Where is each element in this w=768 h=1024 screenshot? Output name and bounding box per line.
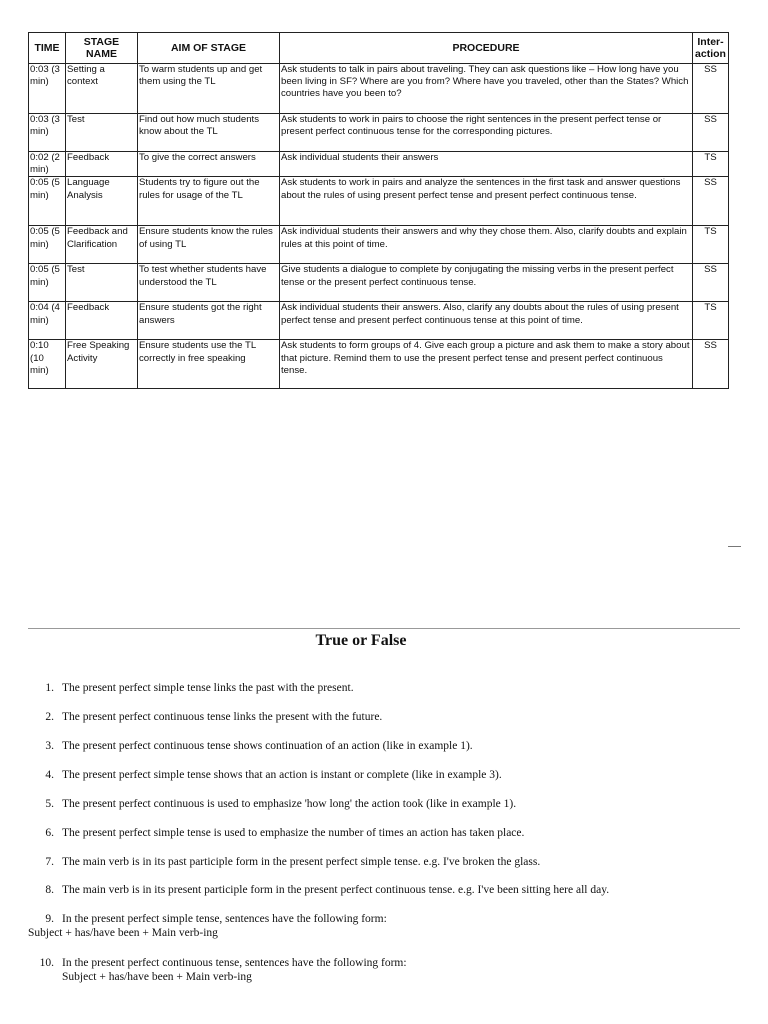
header-stage-name: STAGE NAME	[66, 33, 138, 64]
cell-time: 0:02 (2 min)	[29, 152, 66, 177]
cell-aim: Find out how much students know about the TL	[138, 114, 280, 152]
cell-interaction: TS	[693, 226, 729, 264]
cell-interaction: SS	[693, 177, 729, 226]
cell-time: 0:03 (3 min)	[29, 114, 66, 152]
item-number: 7.	[45, 856, 54, 868]
item-text: The present perfect simple tense shows that an action is instant or complete (like in example 3).	[62, 769, 502, 781]
cell-interaction: TS	[693, 302, 729, 340]
cell-time: 0:05 (5 min)	[29, 264, 66, 302]
table-row	[29, 264, 729, 302]
table-row	[29, 152, 729, 177]
cell-interaction: SS	[693, 340, 729, 389]
section-divider	[28, 628, 740, 629]
cell-procedure: Ask students to form groups of 4. Give each group a picture and ask them to make a story about that picture. Remind them to use the present perfect tense and present perfect continuous tense.	[280, 340, 693, 389]
header-procedure: PROCEDURE	[280, 33, 693, 64]
cell-aim: Students try to figure out the rules for usage of the TL	[138, 177, 280, 226]
table-row	[29, 177, 729, 226]
cell-interaction: SS	[693, 114, 729, 152]
item-text: The present perfect continuous is used to emphasize 'how long' the action took (like in example 1).	[62, 798, 517, 810]
cell-stage: Feedback	[66, 152, 138, 177]
item-text: The present perfect continuous tense links the present with the future.	[62, 711, 383, 723]
item-text: In the present perfect simple tense, sentences have the following form:	[62, 913, 387, 925]
item-number: 5.	[45, 798, 54, 810]
cell-time: 0:03 (3 min)	[29, 64, 66, 114]
cell-aim: Ensure students use the TL correctly in free speaking	[138, 340, 280, 389]
item-text: The main verb is in its present participle form in the present perfect continuous tense. e.g. I've been sitting here all day.	[62, 884, 610, 896]
cell-stage: Feedback and Clarification	[66, 226, 138, 264]
item-text: The present perfect simple tense links the past with the present.	[62, 682, 354, 694]
item-number: 4.	[45, 769, 54, 781]
cell-time: 0:05 (5 min)	[29, 226, 66, 264]
table-header-row	[29, 33, 729, 64]
item-number: 2.	[45, 711, 54, 723]
cell-stage: Test	[66, 114, 138, 152]
item-text: The present perfect continuous tense shows continuation of an action (like in example 1).	[62, 740, 473, 752]
item-number: 3.	[45, 740, 54, 752]
item-number: 10.	[39, 957, 54, 969]
item-number: 1.	[45, 682, 54, 694]
cell-aim: To warm students up and get them using the TL	[138, 64, 280, 114]
cell-interaction: TS	[693, 152, 729, 177]
true-false-title: True or False	[315, 632, 407, 649]
cell-procedure: Give students a dialogue to complete by conjugating the missing verbs in the present perfect tense or the present perfect continuous tense.	[280, 264, 693, 302]
cell-procedure: Ask individual students their answers and why they chose them. Also, clarify doubts and explain rules at this point of time.	[280, 226, 693, 264]
cell-time: 0:04 (4 min)	[29, 302, 66, 340]
cell-time: 0:10 (10 min)	[29, 340, 66, 389]
cell-time: 0:05 (5 min)	[29, 177, 66, 226]
item-text: The present perfect simple tense is used to emphasize the number of times an action has taken place.	[62, 827, 525, 839]
cell-aim: To test whether students have understood the TL	[138, 264, 280, 302]
cell-stage: Feedback	[66, 302, 138, 340]
item-number: 6.	[45, 827, 54, 839]
lesson-plan-table	[28, 32, 729, 389]
header-interaction: Inter-action	[693, 33, 729, 64]
cell-procedure: Ask students to work in pairs and analyze the sentences in the first task and answer questions about the rules of using present perfect tense and present perfect continuous tense.	[280, 177, 693, 226]
cell-procedure: Ask students to work in pairs to choose the right sentences in the present perfect tense or present perfect continuous tense for the corresponding pictures.	[280, 114, 693, 152]
cell-stage: Setting a context	[66, 64, 138, 114]
cell-interaction: SS	[693, 64, 729, 114]
cell-procedure: Ask individual students their answers. Also, clarify any doubts about the rules of using present perfect tense and present perfect continuous tense at this point of time.	[280, 302, 693, 340]
cell-aim: Ensure students know the rules of using TL	[138, 226, 280, 264]
table-row	[29, 302, 729, 340]
cell-stage: Free Speaking Activity	[66, 340, 138, 389]
table-row	[29, 114, 729, 152]
cell-procedure: Ask individual students their answers	[280, 152, 693, 177]
table-row	[29, 340, 729, 389]
small-dash-mark	[728, 546, 741, 547]
header-aim: AIM OF STAGE	[138, 33, 280, 64]
item-formula: Subject + has/have been + Main verb-ing	[28, 927, 218, 939]
table-row	[29, 64, 729, 114]
item-text: The main verb is in its past participle form in the present perfect simple tense. e.g. I've broken the glass.	[62, 856, 541, 868]
item-number: 9.	[45, 913, 54, 925]
header-time: TIME	[29, 33, 66, 64]
item-number: 8.	[45, 884, 54, 896]
cell-stage: Language Analysis	[66, 177, 138, 226]
cell-aim: To give the correct answers	[138, 152, 280, 177]
item-formula: Subject + has/have been + Main verb-ing	[62, 971, 252, 983]
cell-stage: Test	[66, 264, 138, 302]
cell-interaction: SS	[693, 264, 729, 302]
item-text: In the present perfect continuous tense, sentences have the following form:	[62, 957, 407, 969]
cell-procedure: Ask students to talk in pairs about traveling. They can ask questions like – How long have you been living in SF? Where are you from? Where have you traveled, other than the States? Which countries have you been to?	[280, 64, 693, 114]
table-row	[29, 226, 729, 264]
cell-aim: Ensure students got the right answers	[138, 302, 280, 340]
